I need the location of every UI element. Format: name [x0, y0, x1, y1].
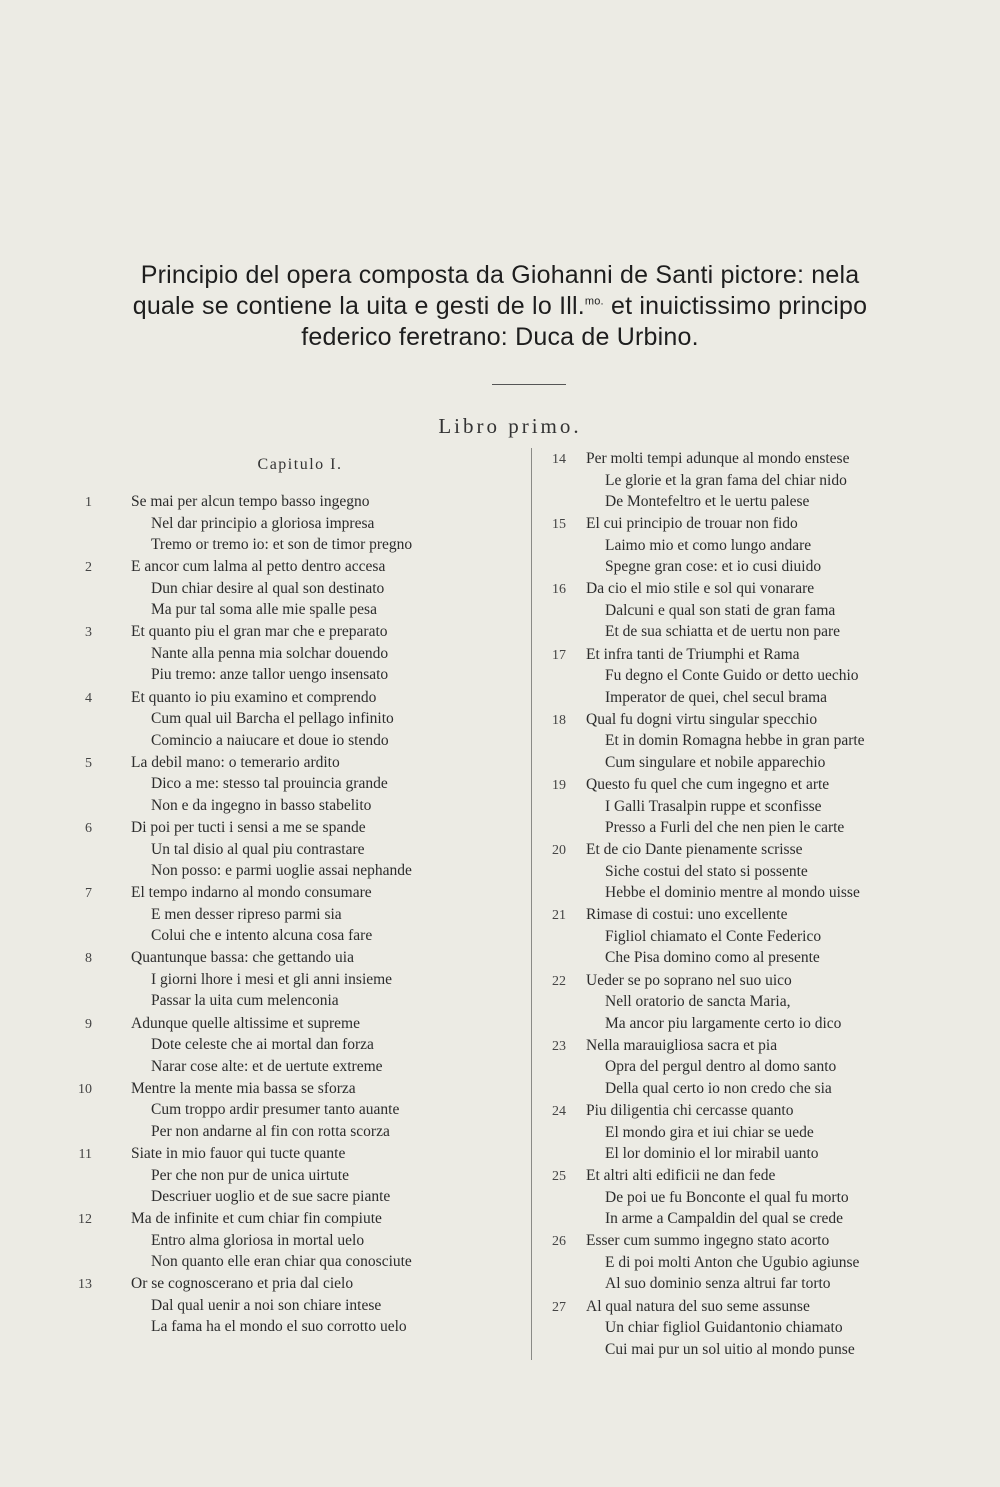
- verse-line: Laimo mio et como lungo andare: [605, 536, 812, 554]
- verse-line: Piu diligentia chi cercasse quanto: [586, 1102, 794, 1119]
- stanza-number: 13: [78, 1277, 92, 1293]
- stanza-number: 5: [85, 755, 92, 771]
- verse-line: Entro alma gloriosa in mortal uelo: [151, 1231, 365, 1249]
- verse-line: E ancor cum lalma al petto dentro accesa: [131, 558, 386, 576]
- verse-line: Non posso: e parmi uoglie assai nephande: [151, 862, 412, 879]
- stanza-number: 2: [85, 560, 92, 576]
- stanza-number: 21: [552, 908, 566, 924]
- verse-line: Se mai per alcun tempo basso ingegno: [131, 493, 370, 510]
- verse-line: El mondo gira et iui chiar se uede: [605, 1123, 814, 1141]
- verse-line: El cui principio de trouar non fido: [586, 515, 798, 533]
- verse-line: Dun chiar desire al qual son destinato: [151, 579, 385, 597]
- verse-line: Quantunque bassa: che gettando uia: [131, 949, 354, 967]
- verse-line: El lor dominio el lor mirabil uanto: [605, 1145, 819, 1162]
- verse-line: Rimase di costui: uno excellente: [586, 906, 788, 924]
- verse-line: Per molti tempi adunque al mondo enstese: [586, 450, 850, 467]
- verse-line: Della qual certo io non credo che sia: [605, 1079, 832, 1097]
- stanza-number: 11: [78, 1147, 92, 1162]
- page-title: [70, 260, 930, 353]
- verse-line: I giorni lhore i mesi et gli anni insieme: [151, 970, 393, 988]
- stanza-number: 20: [552, 843, 566, 859]
- verse-line: Descriuer uoglio et de sue sacre piante: [151, 1188, 391, 1205]
- stanza-number: 23: [552, 1038, 566, 1054]
- verse-line: Narar cose alte: et de uertute extreme: [151, 1057, 383, 1075]
- verse-line: Al suo dominio senza altrui far torto: [605, 1275, 831, 1293]
- verse-line: In arme a Campaldin del qual se crede: [605, 1210, 843, 1228]
- verse-line: Mentre la mente mia bassa se sforza: [131, 1079, 356, 1097]
- stanza-number: 10: [78, 1081, 92, 1097]
- title-rule: [492, 384, 566, 385]
- verse-line: Imperator de quei, chel secul brama: [605, 688, 828, 706]
- verse-line: Et de cio Dante pienamente scrisse: [586, 841, 803, 859]
- title-superscript: mo.: [584, 295, 604, 308]
- verse-line: Spegne gran cose: et io cusi diuido: [605, 558, 822, 576]
- stanza-number: 8: [85, 951, 92, 967]
- stanza-number: 9: [85, 1016, 92, 1032]
- stanza-number: 25: [552, 1169, 566, 1185]
- verse-line: Esser cum summo ingegno stato acorto: [586, 1232, 830, 1250]
- verse-line: Hebbe el dominio mentre al mondo uisse: [605, 884, 860, 902]
- stanza-number: 15: [552, 517, 566, 533]
- verse-line: Fu degno el Conte Guido or detto uechio: [605, 667, 859, 685]
- verse-line: Nell oratorio de sancta Maria,: [605, 993, 791, 1011]
- verse-line: Or se cognoscerano et pria dal cielo: [131, 1275, 354, 1293]
- stanza-number: 1: [85, 495, 92, 510]
- verse-line: Et altri alti edificii ne dan fede: [586, 1167, 776, 1185]
- verse-line: Ma pur tal soma alle mie spalle pesa: [151, 601, 377, 619]
- verse-line: Nel dar principio a gloriosa impresa: [151, 514, 375, 532]
- verse-line: Ueder se po soprano nel suo uico: [586, 971, 792, 989]
- stanza-number: 7: [85, 886, 92, 902]
- stanza-number: 16: [552, 582, 566, 598]
- verse-line: Nella marauigliosa sacra et pia: [586, 1036, 778, 1054]
- verse-line: Cui mai pur un sol uitio al mondo punse: [605, 1340, 855, 1358]
- verse-line: Questo fu quel che cum ingegno et arte: [586, 776, 830, 793]
- verse-line: Un tal disio al qual piu contrastare: [151, 840, 365, 858]
- stanza-number: 3: [85, 625, 92, 641]
- verse-line: La debil mano: o temerario ardito: [131, 753, 340, 771]
- verse-line: De Montefeltro et le uertu palese: [605, 493, 810, 510]
- verse-line: Piu tremo: anze tallor uengo insensato: [151, 666, 389, 684]
- verse-line: Di poi per tucti i sensi a me se spande: [131, 819, 366, 836]
- verse-line: Siate in mio fauor qui tucte quante: [131, 1145, 346, 1162]
- verse-line: Al qual natura del suo seme assunse: [586, 1297, 810, 1315]
- verse-line: Non quanto elle eran chiar qua conosciute: [151, 1253, 412, 1271]
- verse-line: Dalcuni e qual son stati de gran fama: [605, 601, 836, 619]
- stanza-number: 22: [552, 973, 566, 989]
- verse-line: Figliol chiamato el Conte Federico: [605, 927, 822, 945]
- verse-line: Dico a me: stesso tal prouincia grande: [151, 775, 388, 793]
- title-line-3: federico feretrano: Duca de Urbino.: [301, 323, 699, 351]
- verse-line: De poi ue fu Bonconte el qual fu morto: [605, 1188, 849, 1206]
- stanza-number: 14: [552, 452, 566, 467]
- book-heading: Libro primo.: [438, 414, 582, 438]
- verse-line: Presso a Furli del che nen pien le carte: [605, 819, 845, 836]
- verse-line: Ma ancor piu largamente certo io dico: [605, 1014, 842, 1032]
- verse-line: Et infra tanti de Triumphi et Rama: [586, 645, 800, 663]
- verse-line: Cum singulare et nobile apparechio: [605, 753, 826, 771]
- stanza-number: 12: [78, 1212, 92, 1228]
- stanza-number: 6: [85, 821, 92, 836]
- verse-line: Da cio el mio stile e sol qui vonarare: [586, 580, 815, 598]
- verse-line: La fama ha el mondo el suo corrotto uelo: [151, 1318, 407, 1336]
- verse-line: El tempo indarno al mondo consumare: [131, 884, 372, 902]
- verse-line: Et quanto io piu examino et comprendo: [131, 688, 377, 706]
- verse-line: Cum troppo ardir presumer tanto auante: [151, 1101, 400, 1119]
- verse-line: Un chiar figliol Guidantonio chiamato: [605, 1319, 843, 1337]
- verse-line: Adunque quelle altissime et supreme: [131, 1014, 360, 1032]
- verse-line: Per che non pur de unica uirtute: [151, 1166, 349, 1184]
- stanza-number: 17: [552, 647, 566, 663]
- title-line-2: [70, 291, 930, 322]
- stanza-number: 18: [552, 712, 566, 728]
- verse-line: Non e da ingegno in basso stabelito: [151, 796, 372, 814]
- column-divider: [531, 448, 532, 1360]
- verse-line: Dote celeste che ai mortal dan forza: [151, 1036, 374, 1054]
- stanza-number: 19: [552, 778, 566, 793]
- verse-line: Passar la uita cum melenconia: [151, 992, 339, 1010]
- verse-line: Siche costui del stato si possente: [605, 862, 808, 880]
- verse-line: Che Pisa domino como al presente: [605, 949, 820, 967]
- chapter-heading: Capitulo I.: [257, 456, 343, 473]
- verse-line: Et in domin Romagna hebbe in gran parte: [605, 732, 865, 750]
- verse-line: Per non andarne al fin con rotta scorza: [151, 1122, 390, 1140]
- verse-line: Nante alla penna mia solchar douendo: [151, 644, 389, 662]
- verse-line: Et quanto piu el gran mar che e preparato: [131, 623, 388, 641]
- verse-line: Comincio a naiucare et doue io stendo: [151, 731, 389, 749]
- title-line-1: Principio del opera composta da Giohanni de Santi pictore: nela: [140, 261, 860, 289]
- verse-line: E men desser ripreso parmi sia: [151, 905, 342, 923]
- verse-line: Et de sua schiatta et de uertu non pare: [605, 623, 840, 641]
- verse-line: Le glorie et la gran fama del chiar nido: [605, 471, 847, 489]
- stanza-number: 27: [552, 1299, 566, 1315]
- verse-line: Opra del pergul dentro al domo santo: [605, 1058, 837, 1076]
- stanza-number: 4: [85, 690, 92, 706]
- title-line-2-text: quale se contiene la uita e gesti de lo Ill.: [132, 292, 585, 320]
- verse-line: Dal qual uenir a noi son chiare intese: [151, 1296, 382, 1314]
- title-line-2-tail: et inuictissimo principo: [610, 292, 868, 320]
- verse-line: Tremo or tremo io: et son de timor pregno: [151, 536, 413, 553]
- stanza-number: 24: [552, 1104, 566, 1119]
- verse-line: Colui che e intento alcuna cosa fare: [151, 927, 373, 945]
- verse-line: Qual fu dogni virtu singular specchio: [586, 710, 818, 728]
- verse-line: Ma de infinite et cum chiar fin compiute: [131, 1210, 382, 1228]
- verse-line: I Galli Trasalpin ruppe et sconfisse: [605, 797, 822, 815]
- stanza-number: 26: [552, 1234, 566, 1250]
- verse-line: E di poi molti Anton che Ugubio agiunse: [605, 1253, 860, 1271]
- verse-line: Cum qual uil Barcha el pellago infinito: [151, 710, 394, 728]
